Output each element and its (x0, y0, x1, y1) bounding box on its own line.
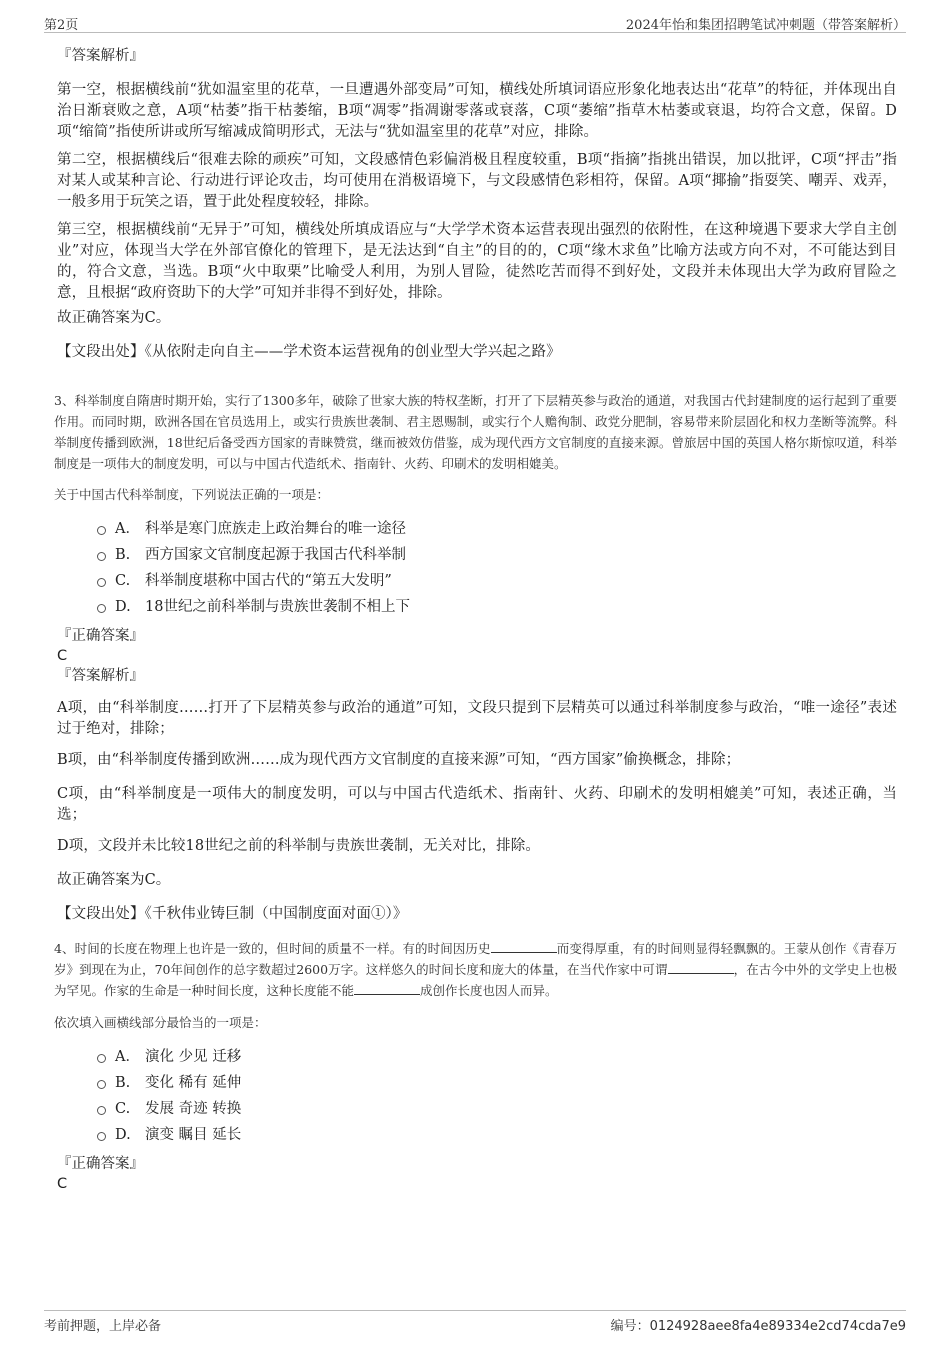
page-number: 第2页 (44, 18, 79, 33)
blank-1 (491, 938, 557, 953)
q3-analysis-label: 『答案解析』 (57, 668, 144, 684)
q2-analysis-para2: 第二空，根据横线后“很难去除的顽疾”可知，文段感情色彩偏消极且程度较重，B项“指摘”指挑出错误，加以批评，C项“抨击”指对某人或某种言论、行动进行评论攻击，均可使用在消极语境下，与文段感情色彩相符，保留。A项“揶揄”指耍笑、嘲弄、戏弄，一般多用于玩笑之语，置于此处程度较轻，排除。 (57, 152, 897, 210)
q3-analysis-a: A项，由“科举制度……打开了下层精英参与政治的通道”可知，文段只提到下层精英可以通过科举制度参与政治，“唯一途径”表述过于绝对，排除； (57, 700, 897, 737)
q3-source: 【文段出处】《千秋伟业铸巨制（中国制度面对面①）》 (57, 906, 408, 922)
q3-options (57, 516, 657, 620)
q3-answer: C (57, 648, 68, 664)
q3-analysis-c: C项，由“科举制度是一项伟大的制度发明，可以与中国古代造纸术、指南针、火药、印刷术的发明相媲美”可知，表述正确，当选； (57, 786, 897, 823)
blank-3 (354, 980, 420, 995)
q3-option-b[interactable]: B. 西方国家文官制度起源于我国古代科举制 (57, 542, 657, 568)
document-code: 编号：0124928aee8fa4e89334e2cd74cda7e9 (610, 1319, 906, 1334)
radio-button[interactable] (97, 1106, 106, 1115)
radio-button[interactable] (97, 1132, 106, 1141)
q2-source: 【文段出处】《从依附走向自主——学术资本运营视角的创业型大学兴起之路》 (57, 344, 561, 360)
q2-analysis-label: 『答案解析』 (57, 48, 144, 64)
radio-button[interactable] (97, 552, 106, 561)
q3-answer-label: 『正确答案』 (57, 628, 144, 644)
q3-option-a[interactable]: A． 科举是寒门庶族走上政治舞台的唯一途径 (57, 516, 657, 542)
q4-option-a[interactable]: A． 演化 少见 迁移 (57, 1044, 657, 1070)
q4-answer: C (57, 1176, 68, 1192)
blank-2 (668, 959, 734, 974)
q2-analysis-para1: 第一空，根据横线前“犹如温室里的花草，一旦遭遇外部变局”可知，横线处所填词语应形象化地表达出“花草”的特征，并体现出自治日渐衰败之意，A项“枯萎”指干枯萎缩，B项“凋零”指凋谢零落或衰落，C项“萎缩”指草木枯萎或衰退，均符合文意，保留。D项“缩简”指使所讲或所写缩减成简明形式，无法与“犹如温室里的花草”对应，排除。 (57, 82, 897, 140)
q4-answer-label: 『正确答案』 (57, 1156, 144, 1172)
q3-conclusion: 故正确答案为C。 (57, 872, 171, 888)
q3-question: 关于中国古代科举制度，下列说法正确的一项是： (54, 487, 330, 502)
radio-button[interactable] (97, 578, 106, 587)
q4-passage: 4、时间的长度在物理上也许是一致的，但时间的质量不一样。有的时间因历史 而变得厚重，有的时间则显得轻飘飘的。王蒙从创作《青春万岁》到现在为止，70年间创作的总字数超过2600万字。这样悠久的时间长度和庞大的体量，在当代作家中可谓 ，在古今中外的文学史上也极为罕见。作家的生命是一种时间长度，这种长度能不能 成创作长度也因人而异。 (54, 938, 897, 1001)
q4-option-c[interactable]: C. 发展 奇迹 转换 (57, 1096, 657, 1122)
footer-slogan: 考前押题，上岸必备 (44, 1319, 162, 1334)
radio-button[interactable] (97, 604, 106, 613)
document-title: 2024年怡和集团招聘笔试冲刺题（带答案解析） (625, 18, 906, 33)
q4-options (57, 1044, 657, 1148)
q2-analysis-para3: 第三空，根据横线前“无异于”可知，横线处所填成语应与“大学学术资本运营表现出强烈的依附性，在这种境遇下要求大学自主创业”对应，体现当大学在外部官僚化的管理下，是无法达到“自主”的目的的，C项“缘木求鱼”比喻方法或方向不对，不可能达到目的，符合文意，当选。B项“火中取栗”比喻受人利用，为别人冒险，徒然吃苦而得不到好处，文段并未体现出大学为政府冒险之意，且根据“政府资助下的大学”可知并非得不到好处，排除。 (57, 222, 897, 301)
q3-option-c[interactable]: C. 科举制度堪称中国古代的“第五大发明” (57, 568, 657, 594)
q3-option-d[interactable]: D. 18世纪之前科举制与贵族世袭制不相上下 (57, 594, 657, 620)
radio-button[interactable] (97, 1054, 106, 1063)
q2-conclusion: 故正确答案为C。 (57, 310, 171, 326)
radio-button[interactable] (97, 1080, 106, 1089)
page-header (44, 12, 906, 33)
q4-option-b[interactable]: B. 变化 稀有 延伸 (57, 1070, 657, 1096)
q3-analysis-b: B项，由“科举制度传播到欧洲……成为现代西方文官制度的直接来源”可知，“西方国家”偷换概念，排除； (57, 752, 741, 768)
q3-analysis-d: D项，文段并未比较18世纪之前的科举制与贵族世袭制，无关对比，排除。 (57, 838, 540, 854)
q3-passage: 3、科举制度自隋唐时期开始，实行了1300多年，破除了世家大族的特权垄断，打开了下层精英参与政治的通道，对我国古代封建制度的运行起到了重要作用。而同时期，欧洲各国在官员选用上，或实行贵族世袭制、君主恩赐制，或实行个人赡徇制、政党分肥制，容易带来阶层固化和权力垄断等流弊。科举制度传播到欧洲，18世纪后备受西方国家的青睐赞赏，继而被效仿借鉴，成为现代西方文官制度的直接来源。曾旅居中国的英国人格尔斯惊叹道，科举制度是一项伟大的制度发明，可以与中国古代造纸术、指南针、火药、印刷术的发明相媲美。 (54, 393, 897, 471)
q4-question: 依次填入画横线部分最恰当的一项是： (54, 1015, 267, 1030)
radio-button[interactable] (97, 526, 106, 535)
q4-option-d[interactable]: D. 演变 瞩目 延长 (57, 1122, 657, 1148)
page-footer (44, 1310, 906, 1334)
